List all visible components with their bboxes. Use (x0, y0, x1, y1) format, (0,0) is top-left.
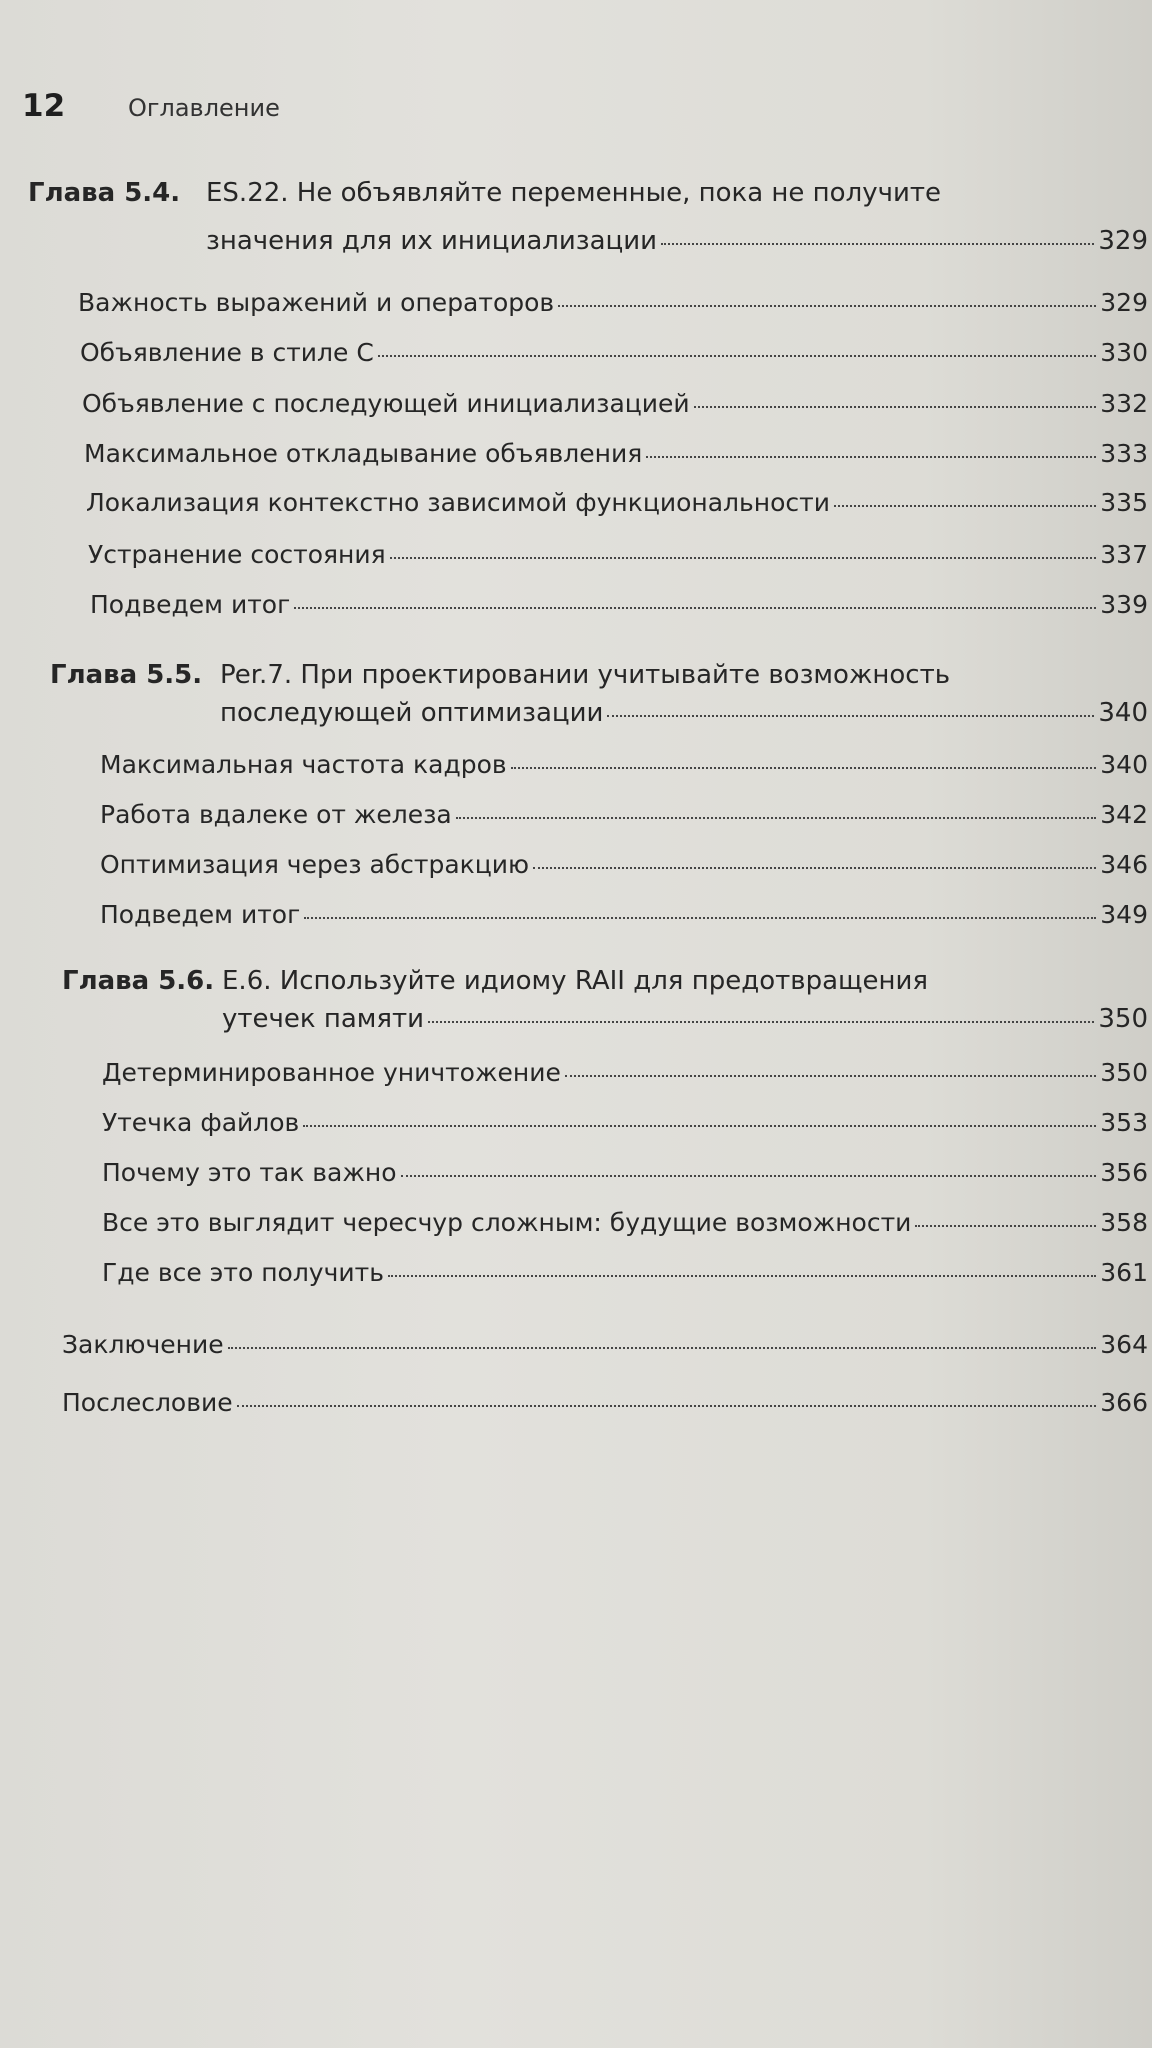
page-ref: 340 (1100, 750, 1148, 779)
toc-entry[interactable] (90, 592, 1148, 617)
page-ref: 366 (1100, 1388, 1148, 1417)
page-ref: 349 (1100, 900, 1148, 929)
section-title: Утечка файлов (102, 1108, 300, 1137)
running-title: Оглавление (128, 94, 280, 122)
section-title: Максимальная частота кадров (100, 750, 507, 779)
page-number: 12 (22, 88, 66, 124)
page-ref: 346 (1100, 850, 1148, 879)
page-ref: 330 (1100, 338, 1148, 367)
page-ref: 364 (1100, 1330, 1148, 1359)
chapter-number: Глава 5.6. (62, 966, 215, 996)
dot-leader (237, 1405, 1097, 1407)
chapter-5-5-heading (50, 660, 950, 690)
dot-leader (694, 406, 1097, 408)
dot-leader (388, 1275, 1096, 1277)
section-title: Где все это получить (102, 1258, 384, 1287)
page-ref: 339 (1100, 590, 1148, 619)
chapter-5-5-title-entry[interactable] (220, 700, 1148, 726)
chapter-5-6-heading (62, 966, 928, 996)
chapter-5-6-title-entry[interactable] (222, 1006, 1148, 1032)
page-ref: 340 (1098, 698, 1148, 728)
chapter-title-line: последующей оптимизации (220, 698, 604, 728)
page-ref: 353 (1100, 1108, 1148, 1137)
toc-entry[interactable] (102, 1210, 1148, 1235)
chapter-title-line: значения для их инициализации (206, 226, 658, 256)
chapter-5-4-heading (28, 178, 941, 208)
dot-leader (607, 715, 1094, 717)
page-ref: 337 (1100, 540, 1148, 569)
section-title: Локализация контекстно зависимой функциональности (86, 488, 830, 517)
dot-leader (304, 917, 1096, 919)
toc-entry[interactable] (86, 490, 1148, 515)
dot-leader (915, 1225, 1096, 1227)
chapter-title: E.6. Используйте идиому RAII для предотвращения (222, 966, 929, 996)
dot-leader (390, 557, 1097, 559)
toc-entry[interactable] (102, 1160, 1148, 1185)
section-title: Объявление с последующей инициализацией (82, 389, 690, 418)
toc-entry[interactable] (100, 802, 1148, 827)
toc-entry-conclusion[interactable] (62, 1332, 1148, 1357)
section-title: Почему это так важно (102, 1158, 397, 1187)
page-ref: 350 (1098, 1004, 1148, 1034)
section-title: Важность выражений и операторов (78, 288, 555, 317)
page-ref: 350 (1100, 1058, 1148, 1087)
section-title: Послесловие (62, 1388, 233, 1417)
toc-entry[interactable] (102, 1260, 1148, 1285)
section-title: Все это выглядит чересчур сложным: будущие возможности (102, 1208, 912, 1237)
chapter-title: Per.7. При проектировании учитывайте возможность (220, 660, 951, 690)
dot-leader (428, 1021, 1094, 1023)
toc-entry-afterword[interactable] (62, 1390, 1148, 1415)
page-ref: 335 (1100, 488, 1148, 517)
page-ref: 333 (1100, 439, 1148, 468)
dot-leader (533, 867, 1096, 869)
toc-entry[interactable] (100, 752, 1148, 777)
page-ref: 356 (1100, 1158, 1148, 1187)
page-ref: 342 (1100, 800, 1148, 829)
toc-entry[interactable] (102, 1060, 1148, 1085)
section-title: Объявление в стиле C (80, 338, 374, 367)
dot-leader (565, 1075, 1096, 1077)
section-title: Подведем итог (100, 900, 301, 929)
dot-leader (661, 243, 1094, 245)
page-ref: 361 (1100, 1258, 1148, 1287)
dot-leader (511, 767, 1097, 769)
page-ref: 329 (1100, 288, 1148, 317)
toc-entry[interactable] (78, 290, 1148, 315)
chapter-number: Глава 5.4. (28, 178, 181, 208)
toc-entry[interactable] (102, 1110, 1148, 1135)
toc-entry[interactable] (100, 902, 1148, 927)
section-title: Оптимизация через абстракцию (100, 850, 530, 879)
section-title: Подведем итог (90, 590, 291, 619)
dot-leader (558, 305, 1096, 307)
chapter-title: ES.22. Не объявляйте переменные, пока не получите (206, 178, 941, 208)
dot-leader (294, 607, 1096, 609)
dot-leader (646, 456, 1096, 458)
running-head (22, 88, 280, 124)
dot-leader (834, 505, 1096, 507)
page-ref: 358 (1100, 1208, 1148, 1237)
section-title: Заключение (62, 1330, 224, 1359)
dot-leader (228, 1347, 1097, 1349)
page-ref: 332 (1100, 389, 1148, 418)
section-title: Устранение состояния (88, 540, 386, 569)
dot-leader (303, 1125, 1096, 1127)
dot-leader (378, 355, 1096, 357)
toc-entry[interactable] (88, 542, 1148, 567)
dot-leader (456, 817, 1097, 819)
page-ref: 329 (1098, 226, 1148, 256)
toc-entry[interactable] (84, 441, 1148, 466)
section-title: Работа вдалеке от железа (100, 800, 452, 829)
chapter-number: Глава 5.5. (50, 660, 203, 690)
toc-entry[interactable] (82, 391, 1148, 416)
section-title: Детерминированное уничтожение (102, 1058, 561, 1087)
chapter-5-4-title-entry[interactable] (206, 228, 1148, 254)
toc-entry[interactable] (80, 340, 1148, 365)
dot-leader (401, 1175, 1097, 1177)
section-title: Максимальное откладывание объявления (84, 439, 643, 468)
chapter-title-line: утечек памяти (222, 1004, 425, 1034)
toc-entry[interactable] (100, 852, 1148, 877)
